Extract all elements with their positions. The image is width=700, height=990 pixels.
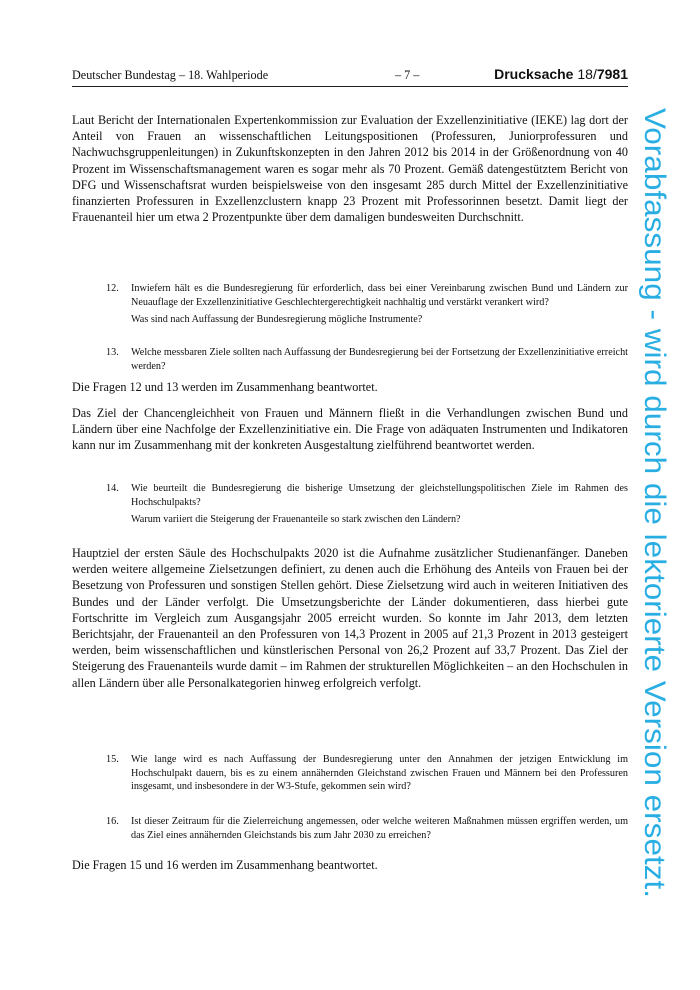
answer-paragraph-14: Hauptziel der ersten Säule des Hochschulpakts 2020 ist die Aufnahme zusätzlicher Studienanfänger. Daneben werden weitere allgemeine Zielsetzungen definiert, zu denen auch die Erhöhung des Anteils von Frauen bei der Besetzung von Professuren und sonstigen Stellen gehört. Diese Zielsetzung wird auch in weiteren Initiativen des Bundes und der Länder verfolgt. Die Umsetzungsberichte der Länder dokumentieren, dass hierbei gute Fortschritte im Vergleich zum Ausgangsjahr 2005 erreicht wurden. So konnte im Jahr 2013, dem letzten Berichtsjahr, der Frauenanteil an den Professuren von 14,3 Prozent in 2005 auf 21,3 Prozent in 2013 gesteigert werden, beim wissenschaftlichen und künstlerischen Personal von 26,2 Prozent auf 33,7 Prozent. Das Ziel der Steigerung des Frauenanteils wurde damit – im Rahmen der strukturellen Möglichkeiten – an den Hochschulen in allen Ländern über alle Personalkategorien hinweg erfolgreich verfolgt.: [72, 546, 628, 690]
question-text: Welche messbaren Ziele sollten nach Auffassung der Bundesregierung bei der Fortsetzung der Exzellenzinitiative erreicht werden?: [131, 347, 628, 372]
question-16: [106, 815, 628, 842]
drucksache-label: Drucksache: [494, 66, 574, 82]
answer-intro-15-16: Die Fragen 15 und 16 werden im Zusammenhang beantwortet.: [72, 858, 378, 872]
page-number: – 7 –: [395, 68, 420, 82]
question-14: [106, 482, 628, 527]
drucksache-number: 7981: [596, 66, 628, 82]
question-12: [106, 282, 628, 327]
question-15: [106, 753, 628, 794]
question-text: Inwiefern hält es die Bundesregierung für erforderlich, dass bei einer Vereinbarung zwischen Bund und Ländern zur Neuauflage der Exzellenzinitiative Geschlechtergerechtigkeit nachhaltig und verstärkt verankert wird?: [131, 283, 628, 308]
question-subtext: Was sind nach Auffassung der Bundesregierung mögliche Instrumente?: [131, 314, 423, 326]
header-parliament: Deutscher Bundestag – 18. Wahlperiode: [72, 68, 269, 82]
question-number: 16.: [106, 816, 119, 827]
question-number: 15.: [106, 754, 119, 765]
document-number: [494, 66, 628, 82]
question-number: 14.: [106, 483, 119, 494]
drucksache-prefix: 18/: [577, 66, 597, 82]
answer-paragraph-12-13: Das Ziel der Chancengleichheit von Frauen und Männern fließt in die Verhandlungen zwischen Bund und Ländern über eine Nachfolge der Exzellenzinitiative ein. Die Frage von adäquaten Instrumenten und Indikatoren kann nur im Zusammenhang mit der konkreten Ausgestaltung zielführend beantwortet werden.: [72, 406, 628, 453]
question-number: 13.: [106, 347, 119, 358]
question-text: Wie lange wird es nach Auffassung der Bundesregierung unter den Annahmen der jetzigen Entwicklung im Hochschulpakt dauern, bis es zu einem annähernden Gleichstand zwischen Frauen und Männern bei den Professuren insgesamt, und insbesondere in der W3-Stufe, gekommen sein wird?: [131, 754, 628, 793]
question-text: Ist dieser Zeitraum für die Zielerreichung angemessen, oder welche weiteren Maßnahmen müssen ergriffen werden, um das Ziel eines annähernden Gleichstands bis zum Jahr 2030 zu erreichen?: [131, 816, 628, 841]
question-subtext: Warum variiert die Steigerung der Frauenanteile so stark zwischen den Ländern?: [131, 514, 461, 526]
question-text: Wie beurteilt die Bundesregierung die bisherige Umsetzung der gleichstellungspolitischen Ziele im Rahmen des Hochschulpakts?: [131, 483, 628, 508]
question-13: [106, 346, 628, 373]
page-header: [72, 66, 628, 87]
question-number: 12.: [106, 283, 119, 294]
answer-intro-12-13: Die Fragen 12 und 13 werden im Zusammenhang beantwortet.: [72, 380, 378, 394]
watermark-text: Vorabfassung - wird durch die lektorierte Version ersetzt.: [638, 108, 671, 861]
answer-paragraph-ieke: Laut Bericht der Internationalen Expertenkommission zur Evaluation der Exzellenzinitiative (IEKE) lag dort der Anteil von Frauen an wissenschaftlichen Leitungspositionen (Professuren, Juniorprofessuren und Nachwuchsgruppenleitungen) in Zukunftskonzepten in den Jahren 2012 bis 2014 in der Größenordnung von 40 Prozent im Wissenschaftsmanagement waren es sogar mehr als 70 Prozent. Gemäß datengestütztem Bericht von DFG und Wissenschaftsrat wurden beispielsweise von den insgesamt 285 durch Mittel der Exzellenzinitiative finanzierten Professuren in Exzellenzclustern knapp 23 Prozent mit Professorinnen besetzt. Damit liegt der Frauenanteil hier um etwa 2 Prozentpunkte über dem damaligen bundesweiten Durchschnitt.: [72, 113, 628, 225]
